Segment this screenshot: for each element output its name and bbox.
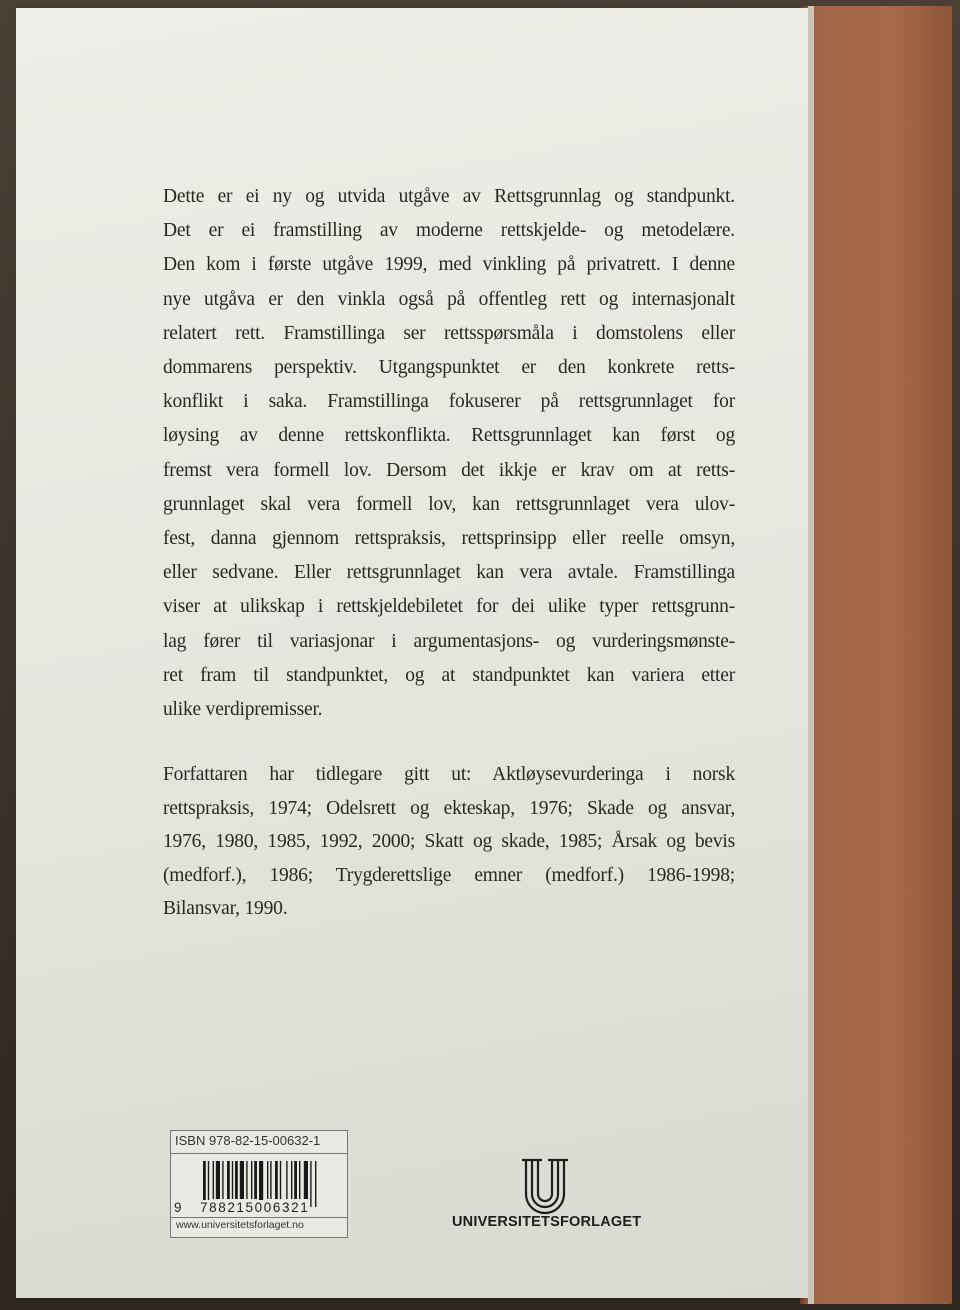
barcode-bar bbox=[254, 1161, 257, 1199]
barcode-bar bbox=[275, 1161, 278, 1199]
text-line: dommarens perspektiv. Utgangspunktet er den konkrete retts- bbox=[163, 357, 735, 378]
divider bbox=[171, 1153, 347, 1154]
barcode-bar bbox=[267, 1161, 268, 1199]
divider bbox=[171, 1217, 347, 1218]
text-line: løysing av denne rettskonflikta. Rettsgrunnlaget kan først og bbox=[163, 425, 735, 447]
text-line: lag fører til variasjonar i argumentasjons- og vurderingsmønste- bbox=[163, 630, 735, 652]
barcode-bar bbox=[304, 1161, 308, 1199]
text-line: grunnlaget skal vera formell lov, kan rettsgrunnlaget vera ulov- bbox=[163, 493, 735, 515]
book-board bbox=[800, 6, 952, 1304]
barcode-bar bbox=[232, 1161, 233, 1199]
text-line: fest, danna gjennom rettspraksis, rettsprinsipp eller reelle omsyn, bbox=[163, 528, 735, 549]
text-line: Den kom i første utgåve 1999, med vinkling på privatrett. I denne bbox=[163, 254, 735, 276]
text-line: ulike verdipremisser. bbox=[163, 699, 323, 720]
text-line: eller sedvane. Eller rettsgrunnlaget kan vera avtale. Framstillinga bbox=[163, 562, 735, 584]
publisher-url: www.universitetsforlaget.no bbox=[176, 1219, 304, 1231]
text-line: ret fram til standpunktet, og at standpunktet kan variera etter bbox=[163, 664, 735, 686]
barcode-bar bbox=[299, 1161, 300, 1199]
text-line: nye utgåva er den vinkla også på offentleg rett og internasjonalt bbox=[163, 288, 735, 310]
isbn-barcode-box bbox=[170, 1130, 348, 1238]
barcode-digits: 788215006321 bbox=[200, 1200, 310, 1215]
barcode-bar bbox=[213, 1161, 214, 1199]
isbn-label: ISBN 978-82-15-00632-1 bbox=[175, 1133, 321, 1148]
cover-edge bbox=[808, 6, 814, 1304]
text-line: Dette er ei ny og utvida utgåve av Rettsgrunnlag og standpunkt. bbox=[163, 186, 735, 207]
barcode-bar bbox=[235, 1161, 238, 1199]
barcode-bar bbox=[315, 1161, 316, 1207]
barcode-bar bbox=[286, 1161, 287, 1199]
text-line: fremst vera formell lov. Dersom det ikkje er krav om at retts- bbox=[163, 459, 735, 481]
text-line: Forfattaren har tidlegare gitt ut: Aktløysevurderinga i norsk bbox=[163, 764, 735, 785]
barcode-bar bbox=[240, 1161, 244, 1199]
barcode-bar bbox=[270, 1161, 271, 1199]
publisher-logo-icon bbox=[520, 1156, 570, 1220]
barcode-bar bbox=[310, 1161, 311, 1207]
text-line: konflikt i saka. Framstillinga fokuserer på rettsgrunnlaget for bbox=[163, 391, 735, 413]
text-line: (medforf.), 1986; Trygderettslige emner (medforf.) 1986-1998; bbox=[163, 864, 735, 886]
barcode-first-digit: 9 bbox=[174, 1200, 184, 1215]
publisher-name: UNIVERSITETSFORLAGET bbox=[452, 1214, 642, 1230]
text-line: Bilansvar, 1990. bbox=[163, 898, 288, 919]
text-line: relatert rett. Framstillinga ser rettsspørsmåla i domstolens eller bbox=[163, 322, 735, 344]
barcode-bar bbox=[227, 1161, 230, 1199]
text-line: rettspraksis, 1974; Odelsrett og ekteskap, 1976; Skade og ansvar, bbox=[163, 797, 735, 819]
barcode-bar bbox=[216, 1161, 220, 1199]
barcode-bar bbox=[246, 1161, 247, 1199]
barcode-bar bbox=[251, 1161, 252, 1199]
text-line: Det er ei framstilling av moderne rettskjelde- og metodelære. bbox=[163, 220, 735, 242]
barcode-bar bbox=[294, 1161, 297, 1199]
barcode-bar bbox=[222, 1161, 223, 1199]
text-line: 1976, 1980, 1985, 1992, 2000; Skatt og skade, 1985; Årsak og bevis bbox=[163, 831, 735, 852]
barcode-bar bbox=[291, 1161, 292, 1199]
barcode-bar bbox=[280, 1161, 281, 1199]
text-line: viser at ulikskap i rettskjeldebiletet for dei ulike typer rettsgrunn- bbox=[163, 596, 735, 618]
